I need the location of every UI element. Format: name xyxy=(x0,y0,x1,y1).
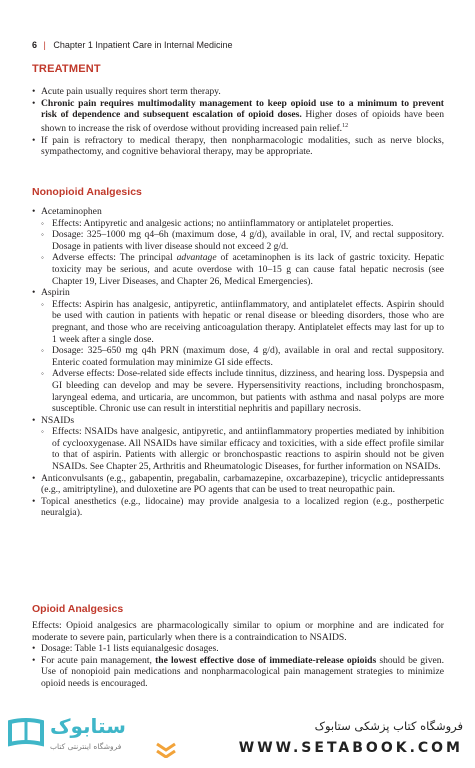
logo-text: ستابوک xyxy=(50,714,126,738)
sub-item: ◦ Dosage: 325–650 mg q4h PRN (maximum dose, 4 g/d), available in oral and rectal suppository. Enteric coated formulation may minimize GI side effects. xyxy=(32,345,444,368)
list-item: • Dosage: Table 1-1 lists equianalgesic dosages. xyxy=(32,643,444,655)
section-heading-treatment: TREATMENT xyxy=(32,63,101,75)
nonopioid-list xyxy=(32,206,444,519)
treatment-list xyxy=(32,86,444,158)
list-item-nsaids: • NSAIDs xyxy=(32,415,444,427)
list-item: • Chronic pain requires multimodality management to keep opioid use to a minimum to prevent risk of dependence and subsequent escalation of opioid doses. Higher doses of opioids have been shown to increase the risk of overdose without providing increased pain relief.$^{12}$ xyxy=(32,98,444,135)
opioid-section xyxy=(32,620,444,690)
store-name: فروشگاه کتاب پزشکی ستابوک xyxy=(314,719,463,733)
header-separator: | xyxy=(43,40,46,50)
section-heading-nonopioid: Nonopioid Analgesics xyxy=(32,186,142,198)
chapter-title: Chapter 1 Inpatient Care in Internal Medicine xyxy=(53,40,233,50)
store-url: WWW.SETABOOK.COM xyxy=(238,740,463,756)
sub-item: ◦ Dosage: 325–1000 mg q4–6h (maximum dose, 4 g/d), available in oral, IV, and rectal suppository. Dosage in patients with liver disease should not exceed 2 g/d. xyxy=(32,229,444,252)
list-item: • Acute pain usually requires short term therapy. xyxy=(32,86,444,98)
setabook-logo xyxy=(6,712,154,762)
list-item-topical: • Topical anesthetics (e.g., lidocaine) may provide analgesia to a localized region (e.g., postherpetic neuralgia). xyxy=(32,496,444,519)
sub-item: ◦ Adverse effects: The principal advantage of acetaminophen is its lack of gastric toxicity. Hepatic toxicity may be serious, and acute overdose with 10–15 g can cause fatal hepatic necrosis (see Chapter 19, Liver Diseases, and Chapter 26, Medical Emergencies). xyxy=(32,252,444,287)
list-item-anticonvulsants: • Anticonvulsants (e.g., gabapentin, pregabalin, carbamazepine, oxcarbazepine), tricyclic antidepressants (e.g., amitriptyline), and duloxetine are PO agents that can be used to treat neuropathic pain. xyxy=(32,473,444,496)
sub-item: ◦ Effects: Aspirin has analgesic, antipyretic, antiinflammatory, and antiplatelet effects. Aspirin should be used with caution in patients with hepatic or renal disease or bleeding disorders, those who are pregnant, and those who are receiving anticoagulation therapy. Antiplatelet effects may last for up to 1 week after a single dose. xyxy=(32,299,444,345)
list-item: • For acute pain management, the lowest effective dose of immediate-release opioids should be given. Use of nonopioid pain medications and nonpharmacological pain management strategies to minimize opioid needs is encouraged. xyxy=(32,655,444,690)
paragraph: Effects: Opioid analgesics are pharmacologically similar to opium or morphine and are indicated for moderate to severe pain, particularly when there is a contraindication to NSAIDS. xyxy=(32,620,444,643)
running-header xyxy=(32,40,233,50)
stripe-icon xyxy=(155,740,177,758)
section-heading-opioid: Opioid Analgesics xyxy=(32,603,124,615)
logo-subtitle: فروشگاه اینترنتی کتاب xyxy=(50,742,122,751)
page-number: 6 xyxy=(32,40,38,50)
list-item-acetaminophen: • Acetaminophen xyxy=(32,206,444,218)
sub-item: ◦ Effects: Antipyretic and analgesic actions; no antiinflammatory or antiplatelet properties. xyxy=(32,218,444,230)
list-item-aspirin: • Aspirin xyxy=(32,287,444,299)
book-logo-icon xyxy=(6,716,46,750)
sub-item: ◦ Effects: NSAIDs have analgesic, antipyretic, and antiinflammatory properties mediated by inhibition of cyclooxygenase. All NSAIDs have similar efficacy and toxicities, with a side effect profile similar to that of aspirin. Patients with allergic or bronchospastic reactions to aspirin should not be given NSAIDs. See Chapter 25, Arthritis and Rheumatologic Diseases, for further information on NSAIDs. xyxy=(32,426,444,472)
sub-item: ◦ Adverse effects: Dose-related side effects include tinnitus, dizziness, and hearing loss. Dyspepsia and GI bleeding can develop and may be severe. Hypersensitivity reactions, including bronchospasm, laryngeal edema, and urticaria, are uncommon, but patients with asthma and nasal polyps are more susceptible. Chronic use can result in interstitial nephritis and papillary necrosis. xyxy=(32,368,444,414)
list-item: • If pain is refractory to medical therapy, then nonpharmacologic modalities, such as nerve blocks, sympathectomy, and cognitive behavioral therapy, may be appropriate. xyxy=(32,135,444,158)
